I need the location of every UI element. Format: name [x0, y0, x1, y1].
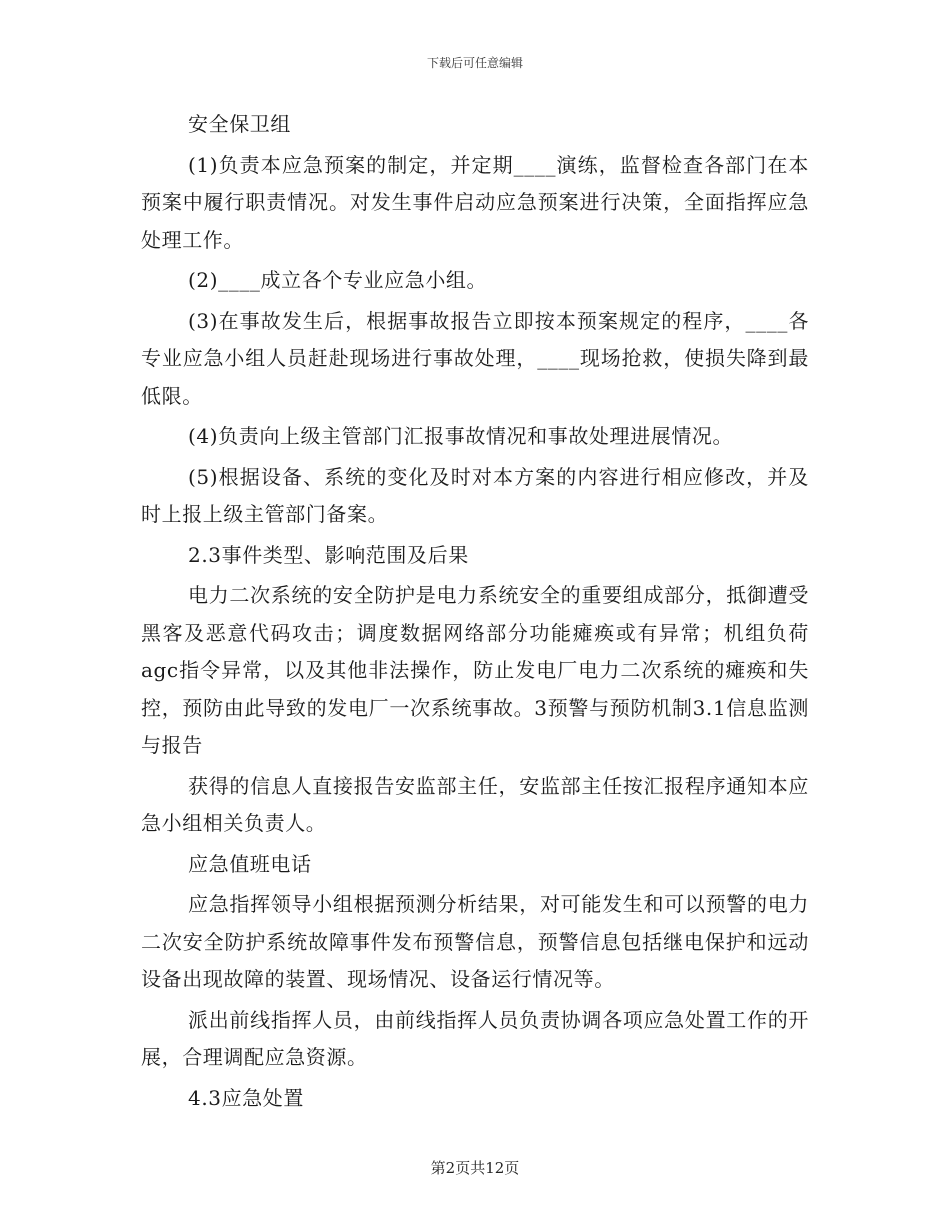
paragraph: (5)根据设备、系统的变化及时对本方案的内容进行相应修改，并及时上报上级主管部门备案。 [141, 464, 809, 526]
paragraph: (4)负责向上级主管部门汇报事故情况和事故处理进展情况。 [188, 424, 734, 448]
paragraph: (3)在事故发生后，根据事故报告立即按本预案规定的程序，____各专业应急小组人员赶赴现场进行事故处理，____现场抢救，使损失降到最低限。 [141, 308, 809, 408]
paragraph: (2)____成立各个专业应急小组。 [188, 268, 488, 292]
section-heading: 应急值班电话 [188, 851, 312, 876]
section-heading: 4.3应急处置 [188, 1085, 305, 1110]
page-header: 下载后可任意编辑 [426, 56, 523, 70]
body-text [141, 106, 809, 1120]
page-footer: 第2页共12页 [430, 1159, 520, 1177]
section-heading: 安全保卫组 [188, 112, 291, 136]
paragraph: 获得的信息人直接报告安监部主任，安监部主任按汇报程序通知本应急小组相关负责人。 [141, 773, 809, 835]
paragraph: (1)负责本应急预案的制定，并定期____演练，监督检查各部门在本预案中履行职责情况。对发生事件启动应急预案进行决策，全面指挥应急处理工作。 [141, 152, 809, 252]
paragraph: 电力二次系统的安全防护是电力系统安全的重要组成部分，抵御遭受黑客及恶意代码攻击；调度数据网络部分功能瘫痪或有异常；机组负荷agc指令异常，以及其他非法操作，防止发电厂电力二次系统的瘫痪和失控，预防由此导致的发电厂一次系统事故。3预警与预防机制3.1信息监测与报告 [141, 583, 809, 757]
section-heading: 2.3事件类型、影响范围及后果 [188, 542, 469, 567]
paragraph: 派出前线指挥人员，由前线指挥人员负责协调各项应急处置工作的开展，合理调配应急资源。 [141, 1007, 809, 1069]
paragraph: 应急指挥领导小组根据预测分析结果，对可能发生和可以预警的电力二次安全防护系统故障事件发布预警信息，预警信息包括继电保护和远动设备出现故障的装置、现场情况、设备运行情况等。 [141, 892, 809, 991]
